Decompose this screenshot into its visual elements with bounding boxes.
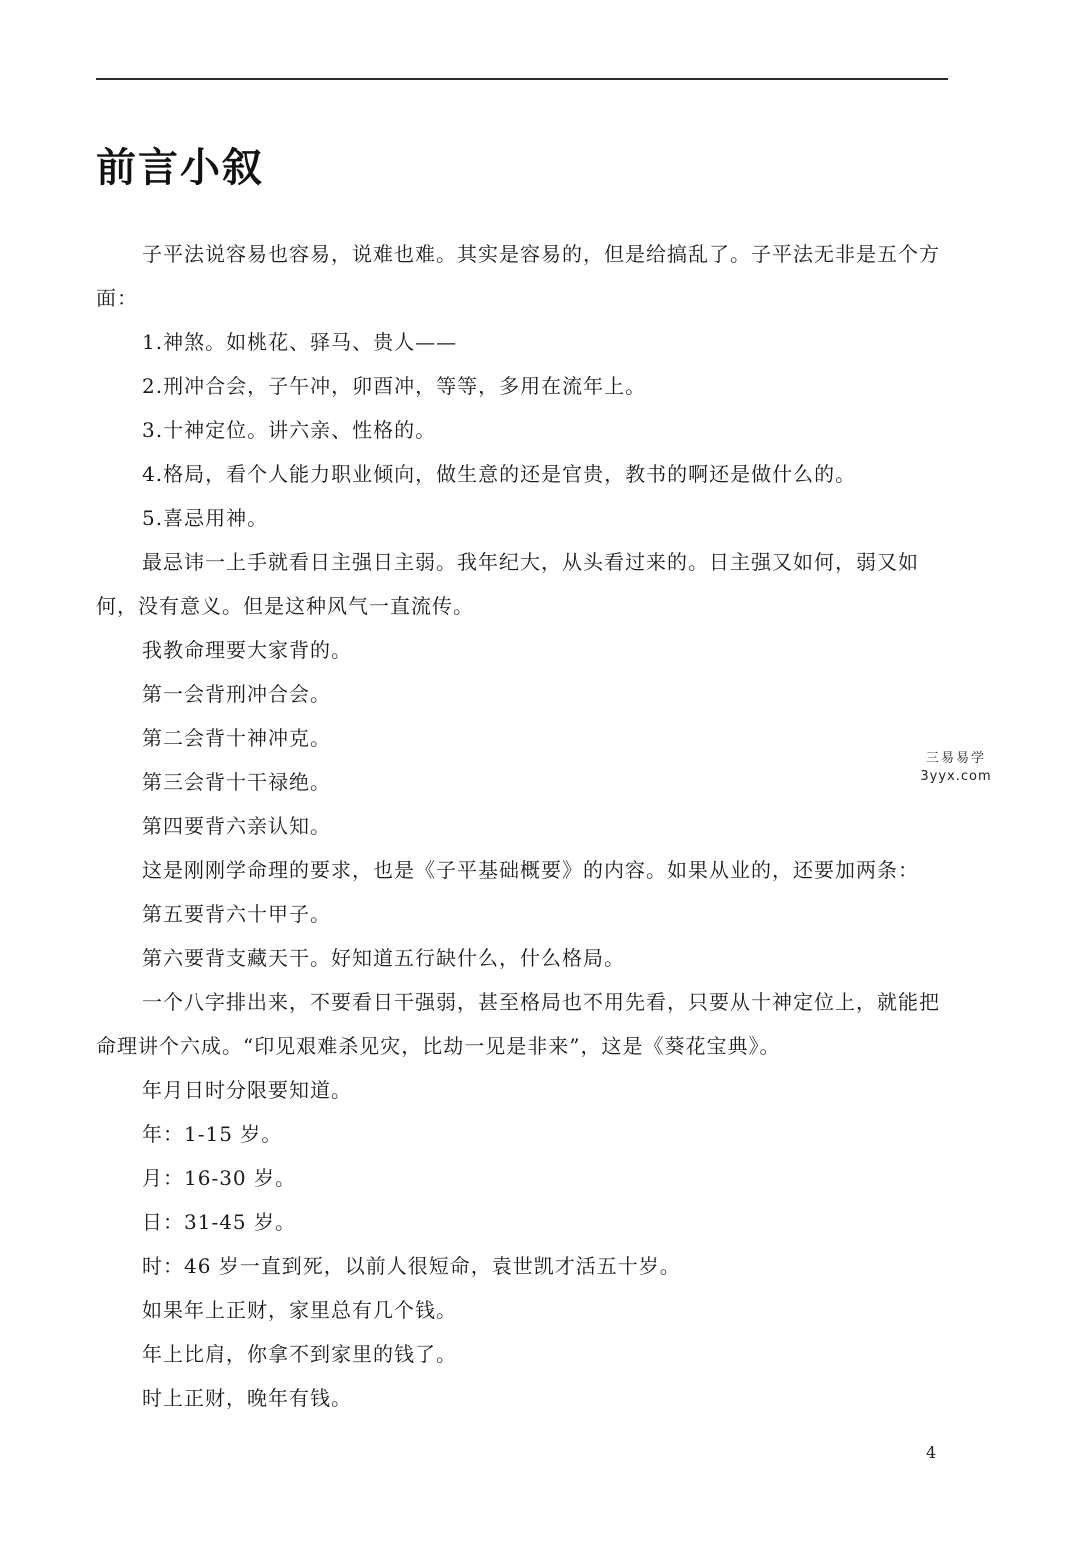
paragraph: 第五要背六十甲子。: [142, 902, 331, 926]
list-item: 3.十神定位。讲六亲、性格的。: [142, 418, 437, 442]
paragraph: 年上比肩，你拿不到家里的钱了。: [142, 1342, 457, 1366]
paragraph: 第一会背刑冲合会。: [142, 682, 331, 706]
paragraph: 年月日时分限要知道。: [142, 1078, 352, 1102]
page-title: 前言小叙: [96, 145, 264, 191]
paragraph: 第四要背六亲认知。: [142, 814, 331, 838]
paragraph: 时：46 岁一直到死，以前人很短命，袁世凯才活五十岁。: [142, 1254, 681, 1278]
paragraph: 我教命理要大家背的。: [142, 638, 352, 662]
paragraph: 一个八字排出来，不要看日干强弱，甚至格局也不用先看，只要从十神定位上，就能把命理讲个六成。“印见艰难杀见灾，比劫一见是非来”，这是《葵花宝典》。: [96, 990, 940, 1058]
list-item: 5.喜忌用神。: [142, 506, 269, 530]
paragraph: 时上正财，晚年有钱。: [142, 1386, 352, 1410]
paragraph: 子平法说容易也容易，说难也难。其实是容易的，但是给搞乱了。子平法无非是五个方面：: [96, 242, 940, 310]
watermark-text: 三易易学: [925, 751, 986, 766]
paragraph: 日：31-45 岁。: [142, 1210, 297, 1234]
paragraph: 年：1-15 岁。: [142, 1122, 283, 1146]
paragraph: 第六要背支藏天干。好知道五行缺什么，什么格局。: [142, 946, 625, 970]
paragraph: 月：16-30 岁。: [142, 1166, 297, 1190]
paragraph: 最忌讳一上手就看日主强日主弱。我年纪大，从头看过来的。日主强又如何，弱又如何，没有意义。但是这种风气一直流传。: [96, 550, 919, 618]
paragraph: 第三会背十干禄绝。: [142, 770, 331, 794]
watermark: [912, 750, 1000, 786]
paragraph: 这是刚刚学命理的要求，也是《子平基础概要》的内容。如果从业的，还要加两条：: [142, 858, 919, 882]
paragraph: 如果年上正财，家里总有几个钱。: [142, 1298, 457, 1322]
list-item: 2.刑冲合会，子午冲，卯酉冲，等等，多用在流年上。: [142, 374, 647, 398]
list-item: 1.神煞。如桃花、驿马、贵人——: [142, 330, 458, 354]
watermark-url: 3yyx.com: [920, 769, 992, 784]
page-number: 4: [926, 1443, 937, 1462]
body-text: [96, 232, 948, 1420]
paragraph: 第二会背十神冲克。: [142, 726, 331, 750]
header-rule: [96, 78, 948, 80]
list-item: 4.格局，看个人能力职业倾向，做生意的还是官贵，教书的啊还是做什么的。: [142, 462, 857, 486]
